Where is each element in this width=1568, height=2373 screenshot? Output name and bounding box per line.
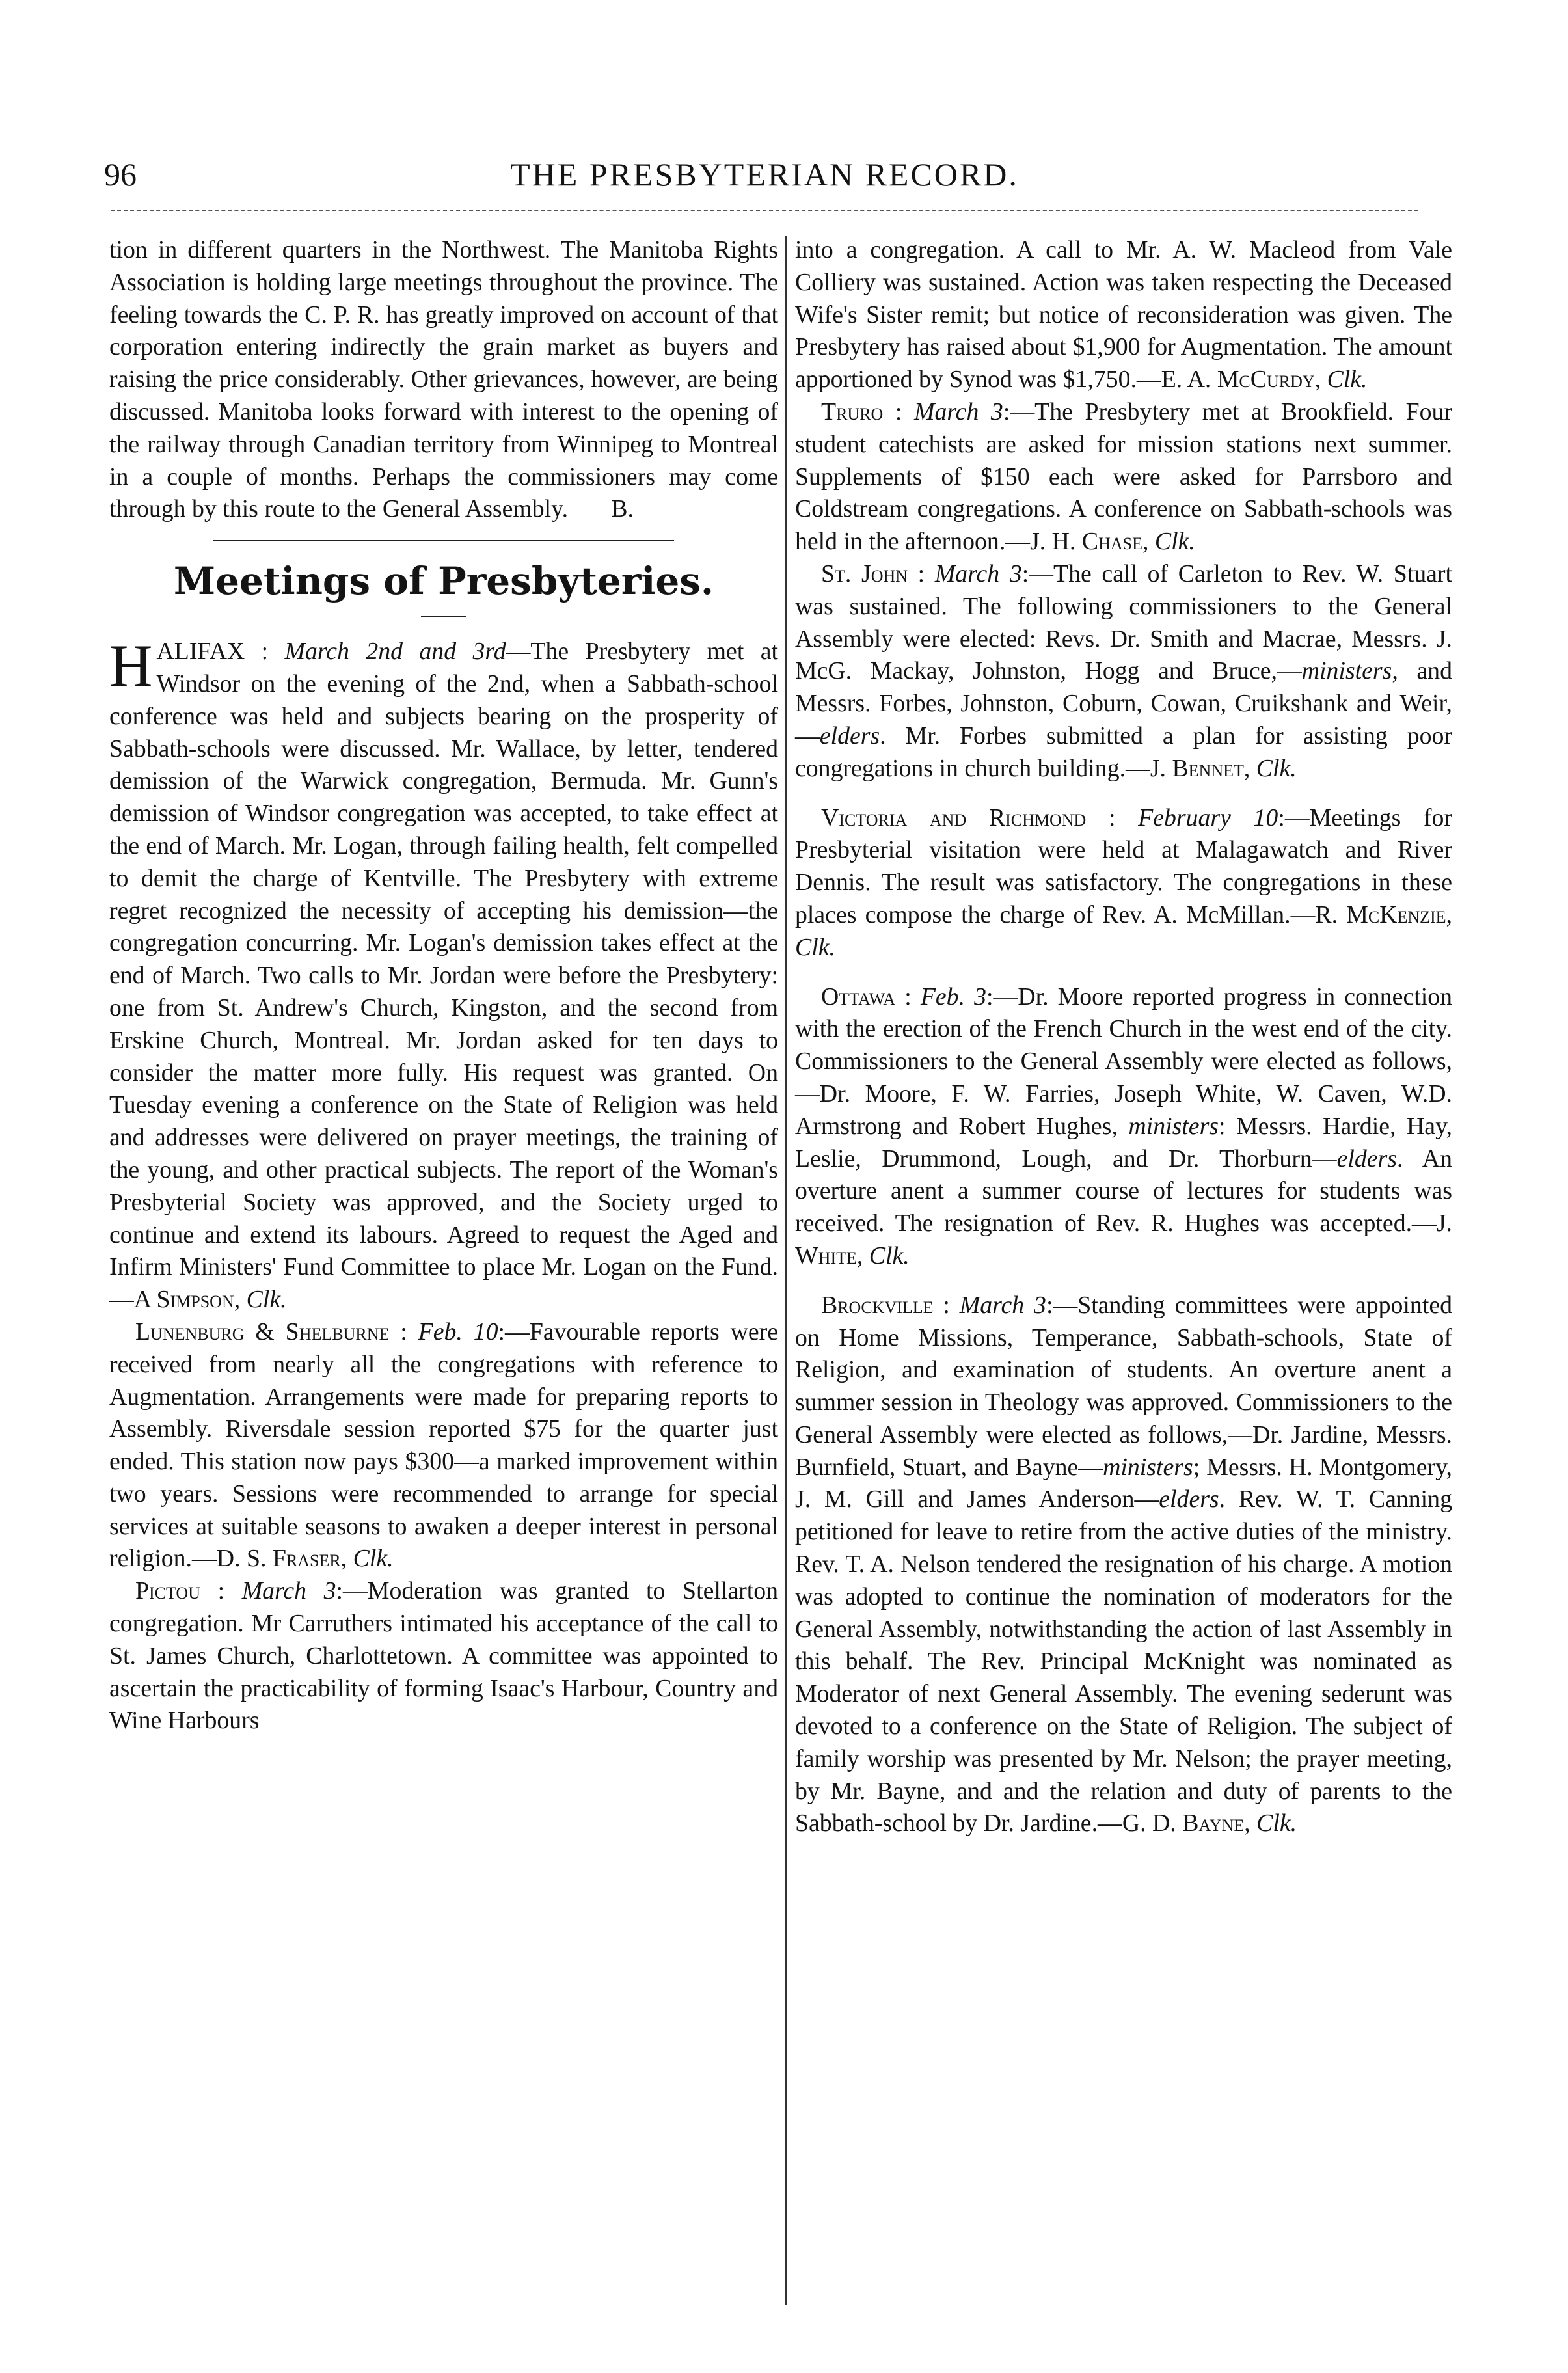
ottawa-text-c: . An overture anent a summer course of lectures for students was received. The resignation of Rev. R. Hughes was accepted.—J. [795, 1145, 1452, 1238]
brockville-ministers: ministers [1103, 1453, 1193, 1481]
st-john-elders: elders [819, 722, 880, 750]
ottawa-elders: elders [1336, 1145, 1397, 1173]
column-divider [785, 236, 787, 2305]
continuation-text: into a congregation. A call to Mr. A. W. Macleod from Vale Colliery was sustained. Action was taken respecting the Deceased Wife's Sister remit; but notice of reconsideration was given. The Presbytery has raised about $1,900 for Augmentation. The amount apportioned by Synod was $1,750.—E. A. [795, 236, 1452, 394]
running-title: THE PRESBYTERIAN RECORD. [510, 156, 1019, 193]
left-column [109, 234, 778, 1737]
lunenburg-text: :—Favourable reports were received from nearly all the congregations with reference to Augmentation. Arrangements were made for preparing reports to Assembly. Riversdale session reported $75 for the quarter just ended. This station now pays $300—a marked improvement within two years. Sessions were recommended to arrange for special services at suitable seasons to awaken a deeper interest in personal religion.—D. S. [109, 1318, 779, 1573]
st-john-text-a: :—The call of Carleton to Rev. W. Stuart was sustained. The following commissioners to the General Assembly were elected: Revs. Dr. Smith and Macrae, Messrs. J. McG. Mackay, Johnston, Hogg and Bruce,— [795, 560, 1452, 685]
victoria-date: February 10 [1138, 804, 1278, 832]
truro-place: Truro [821, 398, 884, 426]
report-st-john: St. John : March 3:—The call of Carleton to Rev. W. Stuart was sustained. The following commissioners to the General Assembly were elected: Revs. Dr. Smith and Macrae, Messrs. J. McG. Mackay, Johnston, Hogg and Bruce,—ministers, and Messrs. Forbes, Johnston, Coburn, Cowan, Cruikshank and Weir,—elders. Mr. Forbes submitted a plan for assisting poor congregations in church building.—J. Bennet, Clk. [795, 560, 1452, 782]
report-halifax: HALIFAX : March 2nd and 3rd—The Presbytery met at Windsor on the evening of the 2nd, when a Sabbath-school conference was held and subjects bearing on the prosperity of Sabbath-schools were discussed. Mr. Wallace, by letter, tendered demission of the Warwick congregation, Bermuda. Mr. Gunn's demission of Windsor congregation was accepted, to take effect at the end of March. Mr. Logan, through failing health, felt compelled to demit the charge of Kentville. The Presbytery with extreme regret recognized the necessity of accepting his demission—the congregation concurring. Mr. Logan's demission takes effect at the end of March. Two calls to Mr. Jordan were before the Presbytery: one from St. Andrew's Church, Kingston, and the second from Erskine Church, Montreal. Mr. Jordan asked for ten days to consider the matter more fully. His request was granted. On Tuesday evening a conference on the State of Religion was held and addresses were delivered on prayer meetings, the training of the young, and other practical subjects. The report of the Woman's Presbyterial Society was approved, and the Society urged to continue and extend its labours. Agreed to request the Aged and Infirm Ministers' Fund Committee to place Mr. Logan on the Fund.—A Simpson, Clk. [109, 632, 778, 1314]
short-rule [421, 616, 466, 617]
paragraph-gap [795, 785, 1452, 802]
lunenburg-date: Feb. 10 [418, 1318, 498, 1346]
ottawa-clerk-suffix: Clk. [869, 1241, 910, 1269]
header-rule [111, 210, 1418, 211]
report-truro: Truro : March 3:—The Presbytery met at Brookfield. Four student catechists are asked for mission stations next summer. Supplements of $150 each were asked for Parrsboro and Coldstream congregations. A conference on Sabbath-schools was held in the afternoon.—J. H. Chase, Clk. [795, 398, 1452, 556]
ottawa-text-b: : Messrs. Hardie, Hay, Leslie, Drummond, Lough, and Dr. Thorburn— [795, 1112, 1452, 1173]
ottawa-place: Ottawa [821, 983, 896, 1010]
lunenburg-clerk-suffix: Clk. [353, 1545, 394, 1573]
lunenburg-place: Lunenburg & Shelburne [135, 1318, 390, 1346]
brockville-text-b: ; Messrs. H. Montgomery, J. M. Gill and James Anderson— [795, 1453, 1452, 1513]
page-number: 96 [104, 156, 137, 193]
victoria-place: Victoria and Richmond [821, 804, 1087, 832]
report-pictou: Pictou : March 3:—Moderation was granted to Stellarton congregation. Mr Carruthers intimated his acceptance of the call to St. James Church, Charlottetown. A committee was appointed to ascertain the practicability of forming Isaac's Harbour, Country and Wine Harbours [109, 1577, 779, 1735]
brockville-date: March 3 [959, 1291, 1046, 1319]
halifax-text: —The Presbytery met at Windsor on the evening of the 2nd, when a Sabbath-school conference was held and subjects bearing on the prosperity of Sabbath-schools were discussed. Mr. Wallace, by letter, tendered demission of the Warwick congregation, Bermuda. Mr. Gunn's demission of Windsor congregation was accepted, to take effect at the end of March. Mr. Logan, through failing health, felt compelled to demit the charge of Kentville. The Presbytery with extreme regret recognized the necessity of accepting his demission—the congregation concurring. Mr. Logan's demission takes effect at the end of March. Two calls to Mr. Jordan were before the Presbytery: one from St. Andrew's Church, Kingston, and the second from Erskine Church, Montreal. Mr. Jordan asked for ten days to consider the matter more fully. His request was granted. On Tuesday evening a conference on the State of Religion was held and addresses were delivered on prayer meetings, the training of the young, and other practical subjects. The report of the Woman's Presbyterial Society was approved, and the Society urged to continue and extend its labours. Agreed to request the Aged and Infirm Ministers' Fund Committee to place Mr. Logan on the Fund.—A [109, 638, 778, 1314]
truro-text: :—The Presbytery met at Brookfield. Four student catechists are asked for mission stations next summer. Supplements of $150 each were asked for Parrsboro and Coldstream congregations. A conference on Sabbath-schools was held in the afternoon.—J. H. [795, 398, 1452, 556]
dropcap: H [109, 632, 153, 699]
report-lunenburg: Lunenburg & Shelburne : Feb. 10:—Favourable reports were received from nearly all the congregations with reference to Augmentation. Arrangements were made for preparing reports to Assembly. Riversdale session reported $75 for the quarter just ended. This station now pays $300—a marked improvement within two years. Sessions were recommended to arrange for special services at suitable seasons to awaken a deeper interest in personal religion.—D. S. Fraser, Clk. [109, 1318, 779, 1573]
ottawa-clerk: White [795, 1241, 857, 1269]
section-title: Meetings of Presbyteries. [173, 559, 714, 604]
st-john-text-c: . Mr. Forbes submitted a plan for assisting poor congregations in church building.—J. [795, 722, 1452, 782]
halifax-place: ALIFAX [156, 638, 245, 666]
halifax-clerk: Simpson [156, 1286, 234, 1314]
brockville-place: Brockville [821, 1291, 934, 1319]
page-header [104, 155, 1425, 200]
intro-text: tion in different quarters in the Northwest. The Manitoba Rights Association is holding large meetings throughout the province. The feeling towards the C. P. R. has greatly improved on account of that corporation entering indirectly the grain market as buyers and raising the price considerably. Other grievances, however, are being discussed. Manitoba looks forward with interest to the opening of the railway through Canadian territory from Winnipeg to Montreal in a couple of months. Perhaps the commissioners may come through by this route to the General Assembly. [109, 236, 778, 523]
report-continuation: into a congregation. A call to Mr. A. W. Macleod from Vale Colliery was sustained. Action was taken respecting the Deceased Wife's Sister remit; but notice of reconsideration was given. The Presbytery has raised about $1,900 for Augmentation. The amount apportioned by Synod was $1,750.—E. A. McCurdy, Clk. [795, 236, 1452, 394]
lunenburg-clerk: Fraser [272, 1545, 341, 1573]
intro-paragraph [109, 234, 778, 526]
st-john-clerk: Bennet [1172, 754, 1244, 782]
brockville-clerk-suffix: Clk. [1256, 1810, 1297, 1837]
brockville-text-c: . Rev. W. T. Canning petitioned for leave to retire from the active duties of the ministry. Rev. T. A. Nelson tendered the resignation of his charge. A motion was adopted to continue the nomination of moderators for the General Assembly, notwithstanding the action of last Assembly in this behalf. The Rev. Principal McKnight was nominated as Moderator of next General Assembly. The evening sederunt was devoted to a conference on the State of Religion. The subject of family worship was presented by Mr. Nelson; the prayer meeting, by Mr. Bayne, and and the relation and duty of parents to the Sabbath-school by Dr. Jardine.—G. D. [795, 1485, 1452, 1837]
truro-clerk: Chase [1081, 528, 1142, 556]
brockville-text-a: :—Standing committees were appointed on Home Missions, Temperance, Sabbath-schools, State of Religion, and examination of students. An overture anent a summer session in Theology was approved. Commissioners to the General Assembly were elected as follows,—Dr. Jardine, Messrs. Burnfield, Stuart, and Bayne— [795, 1291, 1453, 1481]
report-victoria: Victoria and Richmond : February 10:—Meetings for Presbyterial visitation were held at Malagawatch and River Dennis. The result was satisfactory. The congregations in these places compose the charge of Rev. A. McMillan.—R. McKenzie, Clk. [795, 804, 1452, 961]
pictou-text: :—Moderation was granted to Stellarton congregation. Mr Carruthers intimated his acceptance of the call to St. James Church, Charlottetown. A committee was appointed to ascertain the practicability of forming Isaac's Harbour, Country and Wine Harbours [109, 1577, 779, 1735]
report-brockville: Brockville : March 3:—Standing committees were appointed on Home Missions, Temperance, Sabbath-schools, State of Religion, and examination of students. An overture anent a summer session in Theology was approved. Commissioners to the General Assembly were elected as follows,—Dr. Jardine, Messrs. Burnfield, Stuart, and Bayne—ministers; Messrs. H. Montgomery, J. M. Gill and James Anderson—elders. Rev. W. T. Canning petitioned for leave to retire from the active duties of the ministry. Rev. T. A. Nelson tendered the resignation of his charge. A motion was adopted to continue the nomination of moderators for the General Assembly, notwithstanding the action of last Assembly in this behalf. The Rev. Principal McKnight was nominated as Moderator of next General Assembly. The evening sederunt was devoted to a conference on the State of Religion. The subject of family worship was presented by Mr. Nelson; the prayer meeting, by Mr. Bayne, and and the relation and duty of parents to the Sabbath-school by Dr. Jardine.—G. D. Bayne, Clk. [795, 1291, 1453, 1837]
paragraph-gap [795, 964, 1452, 981]
st-john-date: March 3 [934, 560, 1022, 588]
ottawa-ministers: ministers [1128, 1112, 1219, 1140]
paragraph-gap [795, 1273, 1452, 1290]
brockville-elders: elders [1159, 1485, 1219, 1513]
st-john-clerk-suffix: Clk. [1256, 754, 1297, 782]
continuation-clerk-suffix: Clk. [1327, 366, 1368, 394]
victoria-text: :—Meetings for Presbyterial visitation were held at Malagawatch and River Dennis. The result was satisfactory. The congregations in these places compose the charge of Rev. A. McMillan.—R. [795, 804, 1452, 929]
report-ottawa: Ottawa : Feb. 3:—Dr. Moore reported progress in connection with the erection of the French Church in the west end of the city. Commissioners to the General Assembly were elected as follows,—Dr. Moore, F. W. Farries, Joseph White, W. Caven, W.D. Armstrong and Robert Hughes, ministers: Messrs. Hardie, Hay, Leslie, Drummond, Lough, and Dr. Thorburn—elders. An overture anent a summer course of lectures for students was received. The resignation of Rev. R. Hughes was accepted.—J. White, Clk. [795, 983, 1453, 1269]
st-john-ministers: ministers [1301, 657, 1392, 685]
truro-date: March 3 [913, 398, 1003, 426]
pictou-date: March 3 [241, 1577, 336, 1605]
brockville-clerk: Bayne [1182, 1810, 1245, 1837]
truro-clerk-suffix: Clk. [1154, 528, 1195, 556]
st-john-place: St. John [821, 560, 908, 588]
ottawa-date: Feb. 3 [920, 983, 987, 1010]
continuation-clerk: McCurdy [1217, 366, 1315, 394]
halifax-clerk-suffix: Clk. [246, 1286, 287, 1314]
st-john-text-b: , and Messrs. Forbes, Johnston, Coburn, Cowan, Cruikshank and Weir,— [795, 657, 1452, 750]
intro-signature: B. [611, 495, 634, 523]
section-separator [213, 539, 674, 541]
victoria-clerk: McKenzie [1346, 901, 1446, 929]
halifax-date: March 2nd and 3rd [284, 638, 506, 666]
pictou-place: Pictou [135, 1577, 200, 1605]
right-column [795, 234, 1452, 1840]
victoria-clerk-suffix: Clk. [795, 933, 835, 961]
ottawa-text-a: :—Dr. Moore reported progress in connection with the erection of the French Church in the west end of the city. Commissioners to the General Assembly were elected as follows,—Dr. Moore, F. W. Farries, Joseph White, W. Caven, W.D. Armstrong and Robert Hughes, [795, 983, 1453, 1140]
